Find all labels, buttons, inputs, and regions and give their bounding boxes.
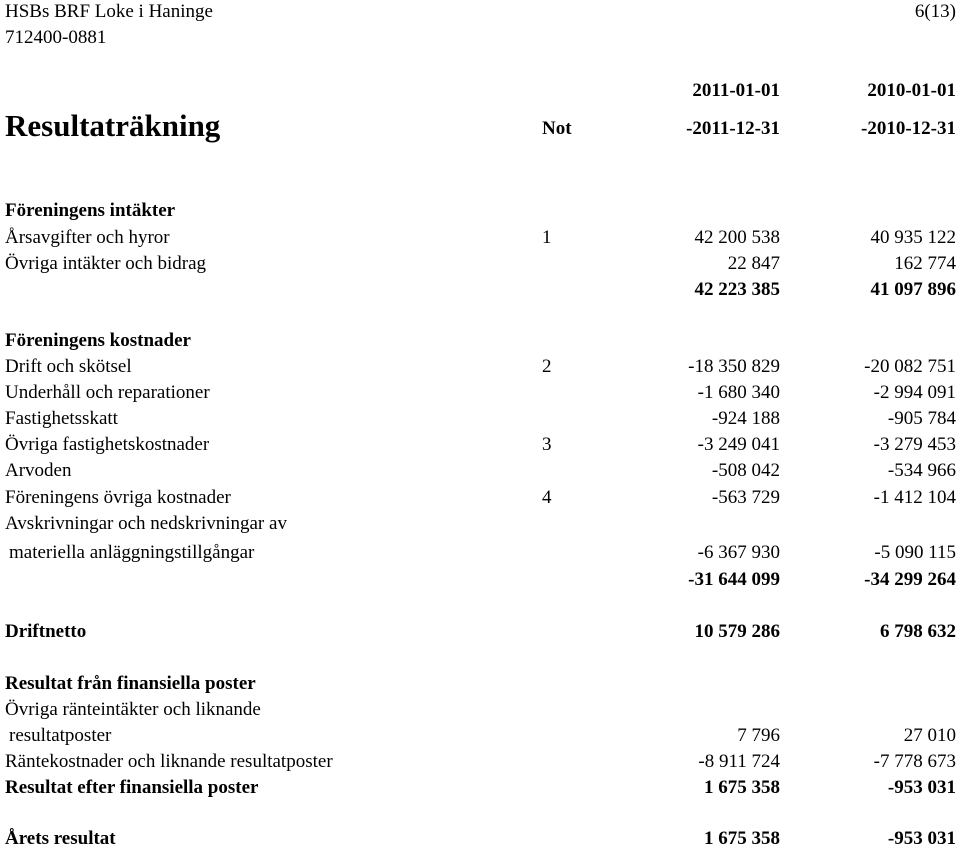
row-prior-value: -1 412 104 xyxy=(873,487,956,508)
page-number: 6(13) xyxy=(914,1,956,22)
row-label: Arvoden xyxy=(5,460,72,481)
page-header xyxy=(0,0,960,24)
year-result-label: Årets resultat xyxy=(5,828,116,849)
row-prior-value: 162 774 xyxy=(894,253,956,274)
depreciation-label-line2: materiella anläggningstillgångar xyxy=(9,542,255,563)
prior-period-end: -2010-12-31 xyxy=(861,118,956,139)
year-result-prior: -953 031 xyxy=(887,828,956,849)
row-note: 4 xyxy=(542,487,552,508)
interest-income-row xyxy=(0,724,960,748)
table-row xyxy=(0,486,960,510)
income-total-current: 42 223 385 xyxy=(694,279,780,300)
costs-total-prior: -34 299 264 xyxy=(864,569,956,590)
row-current-value: 42 200 538 xyxy=(694,227,780,248)
operating-result-row xyxy=(0,620,960,644)
interest-cost-label: Räntekostnader och liknande resultatposter xyxy=(5,751,333,772)
table-row xyxy=(0,226,960,250)
table-row xyxy=(0,459,960,483)
organization-name: HSBs BRF Loke i Haninge xyxy=(5,1,213,22)
row-label: Föreningens övriga kostnader xyxy=(5,487,231,508)
financial-heading-row xyxy=(0,672,960,696)
interest-income-label-line1: Övriga ränteintäkter och liknande xyxy=(5,699,261,720)
row-prior-value: -3 279 453 xyxy=(873,434,956,455)
row-current-value: -18 350 829 xyxy=(688,356,780,377)
after-financial-prior: -953 031 xyxy=(887,777,956,798)
table-row xyxy=(0,381,960,405)
income-total-prior: 41 097 896 xyxy=(870,279,956,300)
row-prior-value: -20 082 751 xyxy=(864,356,956,377)
year-result-current: 1 675 358 xyxy=(704,828,780,849)
interest-income-prior: 27 010 xyxy=(903,725,956,746)
interest-income-label-line2: resultatposter xyxy=(9,725,112,746)
depreciation-prior: -5 090 115 xyxy=(874,542,956,563)
interest-income-label-row xyxy=(0,698,960,722)
row-note: 1 xyxy=(542,227,552,248)
row-prior-value: -905 784 xyxy=(887,408,956,429)
income-heading: Föreningens intäkter xyxy=(5,200,176,221)
row-label: Drift och skötsel xyxy=(5,356,132,377)
row-note: 3 xyxy=(542,434,552,455)
row-current-value: -1 680 340 xyxy=(697,382,780,403)
table-row xyxy=(0,252,960,276)
row-label: Övriga fastighetskostnader xyxy=(5,434,210,455)
costs-total-current: -31 644 099 xyxy=(688,569,780,590)
after-financial-label: Resultat efter finansiella poster xyxy=(5,777,259,798)
costs-total-row xyxy=(0,568,960,592)
table-row xyxy=(0,407,960,431)
depreciation-label-row xyxy=(0,512,960,536)
after-financial-current: 1 675 358 xyxy=(704,777,780,798)
page-title: Resultaträkning xyxy=(5,108,221,143)
operating-result-current: 10 579 286 xyxy=(694,621,780,642)
interest-income-current: 7 796 xyxy=(737,725,780,746)
row-current-value: -924 188 xyxy=(711,408,780,429)
table-row xyxy=(0,433,960,457)
prior-period-start: 2010-01-01 xyxy=(867,80,956,101)
depreciation-label-line1: Avskrivningar och nedskrivningar av xyxy=(5,513,287,534)
row-current-value: -508 042 xyxy=(711,460,780,481)
costs-heading: Föreningens kostnader xyxy=(5,330,191,351)
depreciation-current: -6 367 930 xyxy=(697,542,780,563)
costs-heading-row xyxy=(0,329,960,353)
row-label: Fastighetsskatt xyxy=(5,408,118,429)
period-end-row xyxy=(0,117,960,141)
org-number: 712400-0881 xyxy=(5,27,107,48)
operating-result-label: Driftnetto xyxy=(5,621,87,642)
table-row xyxy=(0,355,960,379)
year-result-row xyxy=(0,827,960,851)
org-number-line xyxy=(0,26,960,50)
row-prior-value: 40 935 122 xyxy=(870,227,956,248)
row-current-value: 22 847 xyxy=(727,253,780,274)
row-current-value: -563 729 xyxy=(711,487,780,508)
row-label: Underhåll och reparationer xyxy=(5,382,210,403)
interest-cost-prior: -7 778 673 xyxy=(873,751,956,772)
current-period-start: 2011-01-01 xyxy=(692,80,780,101)
row-prior-value: -2 994 091 xyxy=(873,382,956,403)
row-label: Övriga intäkter och bidrag xyxy=(5,253,207,274)
depreciation-row xyxy=(0,541,960,565)
current-period-end: -2011-12-31 xyxy=(686,118,780,139)
income-heading-row xyxy=(0,199,960,223)
interest-cost-current: -8 911 724 xyxy=(698,751,780,772)
row-label: Årsavgifter och hyror xyxy=(5,227,170,248)
after-financial-row xyxy=(0,776,960,800)
operating-result-prior: 6 798 632 xyxy=(880,621,956,642)
row-current-value: -3 249 041 xyxy=(697,434,780,455)
interest-cost-row xyxy=(0,750,960,774)
row-prior-value: -534 966 xyxy=(887,460,956,481)
period-start-row xyxy=(0,79,960,103)
row-note: 2 xyxy=(542,356,552,377)
income-total-row xyxy=(0,278,960,302)
financial-heading: Resultat från finansiella poster xyxy=(5,673,256,694)
note-column-header: Not xyxy=(542,118,572,139)
